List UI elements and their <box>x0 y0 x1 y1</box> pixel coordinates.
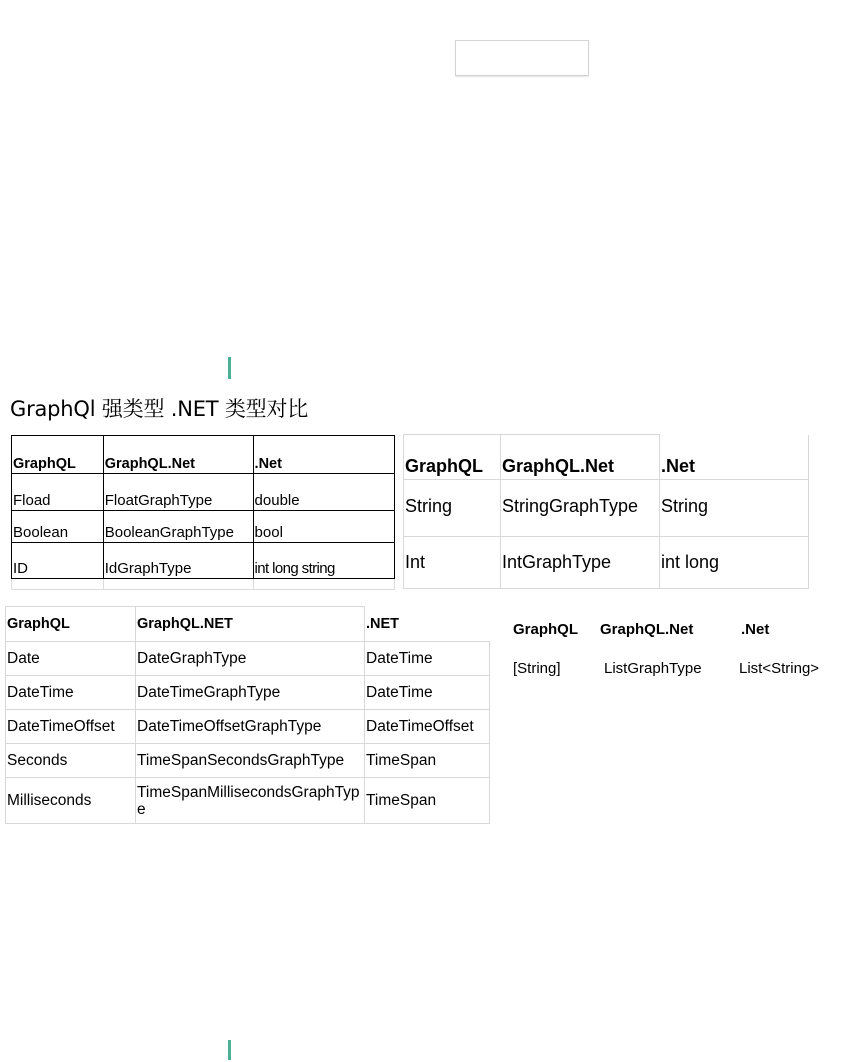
table-date-types <box>5 606 490 824</box>
table-cell: Milliseconds <box>6 778 136 824</box>
table-cell-empty <box>253 579 394 590</box>
table-cell: Date <box>6 642 136 676</box>
table-cell: DateTimeGraphType <box>136 676 365 710</box>
header-cell: GraphQL.NET <box>136 607 365 642</box>
table-row <box>12 511 395 543</box>
table-row <box>404 537 809 589</box>
table-cell: [String] <box>513 660 561 677</box>
table-row <box>404 480 809 537</box>
table-header-row <box>6 607 490 642</box>
header-cell: .Net <box>253 436 394 474</box>
table-cell: ID <box>12 543 104 579</box>
section-marker-bottom <box>228 1040 231 1060</box>
table-cell-empty <box>12 579 104 590</box>
header-cell: .Net <box>660 435 809 480</box>
table-cell: double <box>253 474 394 511</box>
table-scalar-types-1 <box>11 435 395 590</box>
table-cell: TimeSpan <box>365 744 490 778</box>
header-cell: GraphQL.Net <box>501 435 660 480</box>
table-cell: DateTime <box>365 642 490 676</box>
table-cell: DateTime <box>6 676 136 710</box>
header-cell: GraphQL <box>404 435 501 480</box>
table-cell: ListGraphType <box>604 660 702 677</box>
section-marker-top <box>228 357 231 379</box>
table-cell: Seconds <box>6 744 136 778</box>
table-row <box>6 744 490 778</box>
table-cell: Fload <box>12 474 104 511</box>
empty-text-box[interactable] <box>455 40 589 76</box>
table-row <box>6 710 490 744</box>
table-scalar-types-2 <box>403 434 809 589</box>
table-row <box>12 474 395 511</box>
table-cell: int long string <box>253 543 394 579</box>
header-cell: GraphQL <box>6 607 136 642</box>
table-cell: FloatGraphType <box>103 474 253 511</box>
table-cell: DateTimeOffset <box>6 710 136 744</box>
table-cell: IntGraphType <box>501 537 660 589</box>
header-cell: GraphQL.Net <box>600 621 694 638</box>
header-cell: .NET <box>365 607 490 642</box>
table-cell-empty <box>103 579 253 590</box>
table-cell: List<String> <box>739 660 820 677</box>
table-cell: TimeSpanMillisecondsGraphType <box>136 778 365 824</box>
table-row <box>12 543 395 579</box>
table-cell: DateTimeOffsetGraphType <box>136 710 365 744</box>
table-cell: String <box>660 480 809 537</box>
table-row <box>6 778 490 824</box>
table-cell: DateGraphType <box>136 642 365 676</box>
table-cell: BooleanGraphType <box>103 511 253 543</box>
table-header-row <box>12 436 395 474</box>
table-cell: Int <box>404 537 501 589</box>
table-cell: TimeSpan <box>365 778 490 824</box>
table-cell: bool <box>253 511 394 543</box>
table-header-row <box>404 435 809 480</box>
table-row-empty <box>12 579 395 590</box>
header-cell: .Net <box>741 621 770 638</box>
header-cell: GraphQL <box>12 436 104 474</box>
table-cell: IdGraphType <box>103 543 253 579</box>
page-heading: GraphQl 强类型 .NET 类型对比 <box>10 397 309 421</box>
header-cell: GraphQL.Net <box>103 436 253 474</box>
table-row <box>6 642 490 676</box>
table-cell: int long <box>660 537 809 589</box>
table-cell: TimeSpanSecondsGraphType <box>136 744 365 778</box>
table-row <box>6 676 490 710</box>
table-cell: Boolean <box>12 511 104 543</box>
table-cell: DateTime <box>365 676 490 710</box>
table-cell: StringGraphType <box>501 480 660 537</box>
table-cell: DateTimeOffset <box>365 710 490 744</box>
table-cell: String <box>404 480 501 537</box>
header-cell: GraphQL <box>513 621 579 638</box>
